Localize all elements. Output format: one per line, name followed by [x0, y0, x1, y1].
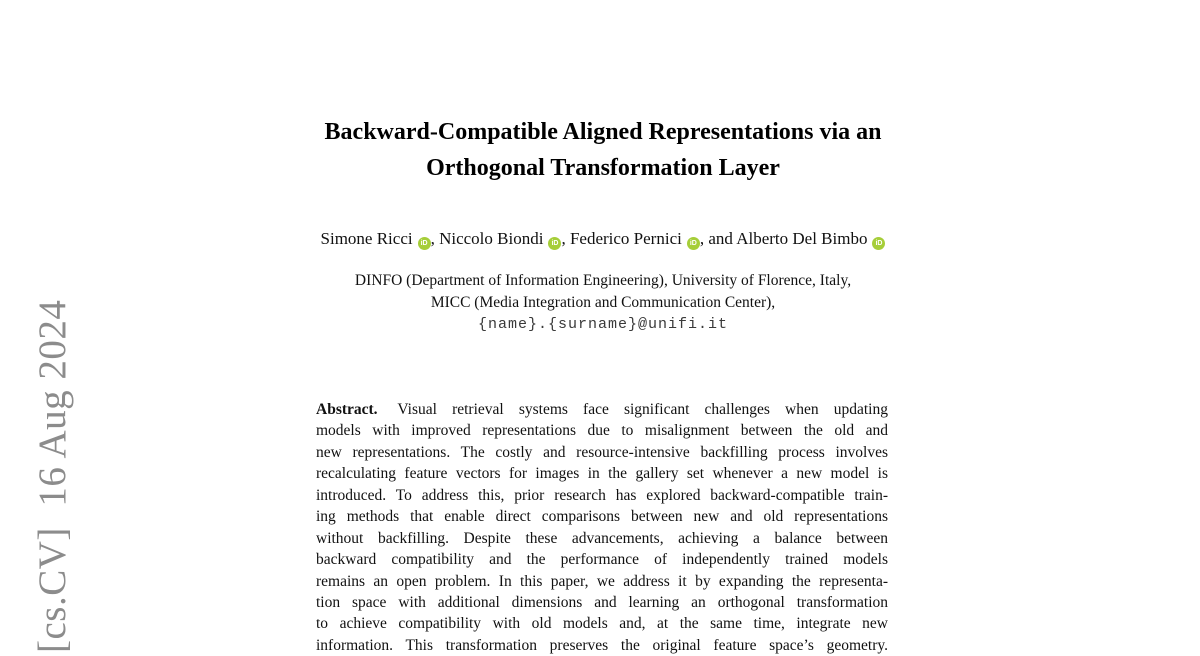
abstract-line: information. This transformation preserves the original feature space’s geometry. [316, 636, 888, 654]
abstract-line: without backfilling. Despite these advancements, achieving a balance between [316, 529, 888, 547]
abstract-label: Abstract. [316, 401, 378, 418]
paper-title [3, 114, 1200, 186]
orcid-icon-glyph: iD [689, 240, 697, 247]
abstract-line [316, 399, 888, 420]
abstract-line: to achieve compatibility with old models and, at the same time, integrate new [316, 615, 888, 633]
abstract [316, 399, 888, 656]
paper-title-line-1: Backward-Compatible Aligned Representations via an [324, 119, 882, 145]
abstract-line: new representations. The costly and resource-intensive backfilling process involves [316, 443, 888, 461]
orcid-icon [687, 237, 700, 250]
author-separator: , and [699, 229, 737, 248]
abstract-line: recalculating feature vectors for images in the gallery set whenever a new model is [316, 465, 888, 483]
abstract-line: introduced. To address this, prior research has explored backward-compatible train- [316, 486, 888, 504]
author-separator: , [430, 229, 440, 248]
authors-line [3, 228, 1200, 250]
orcid-icon [548, 237, 561, 250]
author-separator: , [561, 229, 570, 248]
abstract-line: tion space with additional dimensions and learning an orthogonal transformation [316, 593, 888, 611]
abstract-line: backward compatibility and the performance of independently trained models [316, 551, 888, 569]
author-name: Simone Ricci [320, 229, 413, 248]
author-name: Federico Pernici [569, 229, 682, 248]
orcid-icon [418, 237, 431, 250]
abstract-line: models with improved representations due to misalignment between the old and [316, 422, 888, 440]
abstract-line: remains an open problem. In this paper, we address it by expanding the representa- [316, 572, 888, 590]
abstract-line: ing methods that enable direct comparisons between new and old representations [316, 508, 888, 526]
abstract-line-text: Visual retrieval systems face significant challenges when updating [397, 401, 888, 418]
orcid-icon-glyph: iD [420, 240, 428, 247]
orcid-icon [872, 237, 885, 250]
orcid-icon-glyph: iD [551, 240, 559, 247]
author-name: Niccolo Biondi [439, 229, 544, 248]
email-address: {name}.{surname}@unifi.it [477, 316, 729, 333]
paper-title-line-2: Orthogonal Transformation Layer [426, 155, 780, 181]
affiliation-line-2: MICC (Media Integration and Communication Center), [430, 294, 776, 311]
affiliation-line-1: DINFO (Department of Information Engineering), University of Florence, Italy, [354, 272, 852, 289]
author-name: Alberto Del Bimbo [736, 229, 868, 248]
orcid-icon-glyph: iD [875, 240, 883, 247]
affiliation [3, 270, 1200, 314]
arxiv-stamp: [cs.CV] 16 Aug 2024 [31, 299, 74, 653]
